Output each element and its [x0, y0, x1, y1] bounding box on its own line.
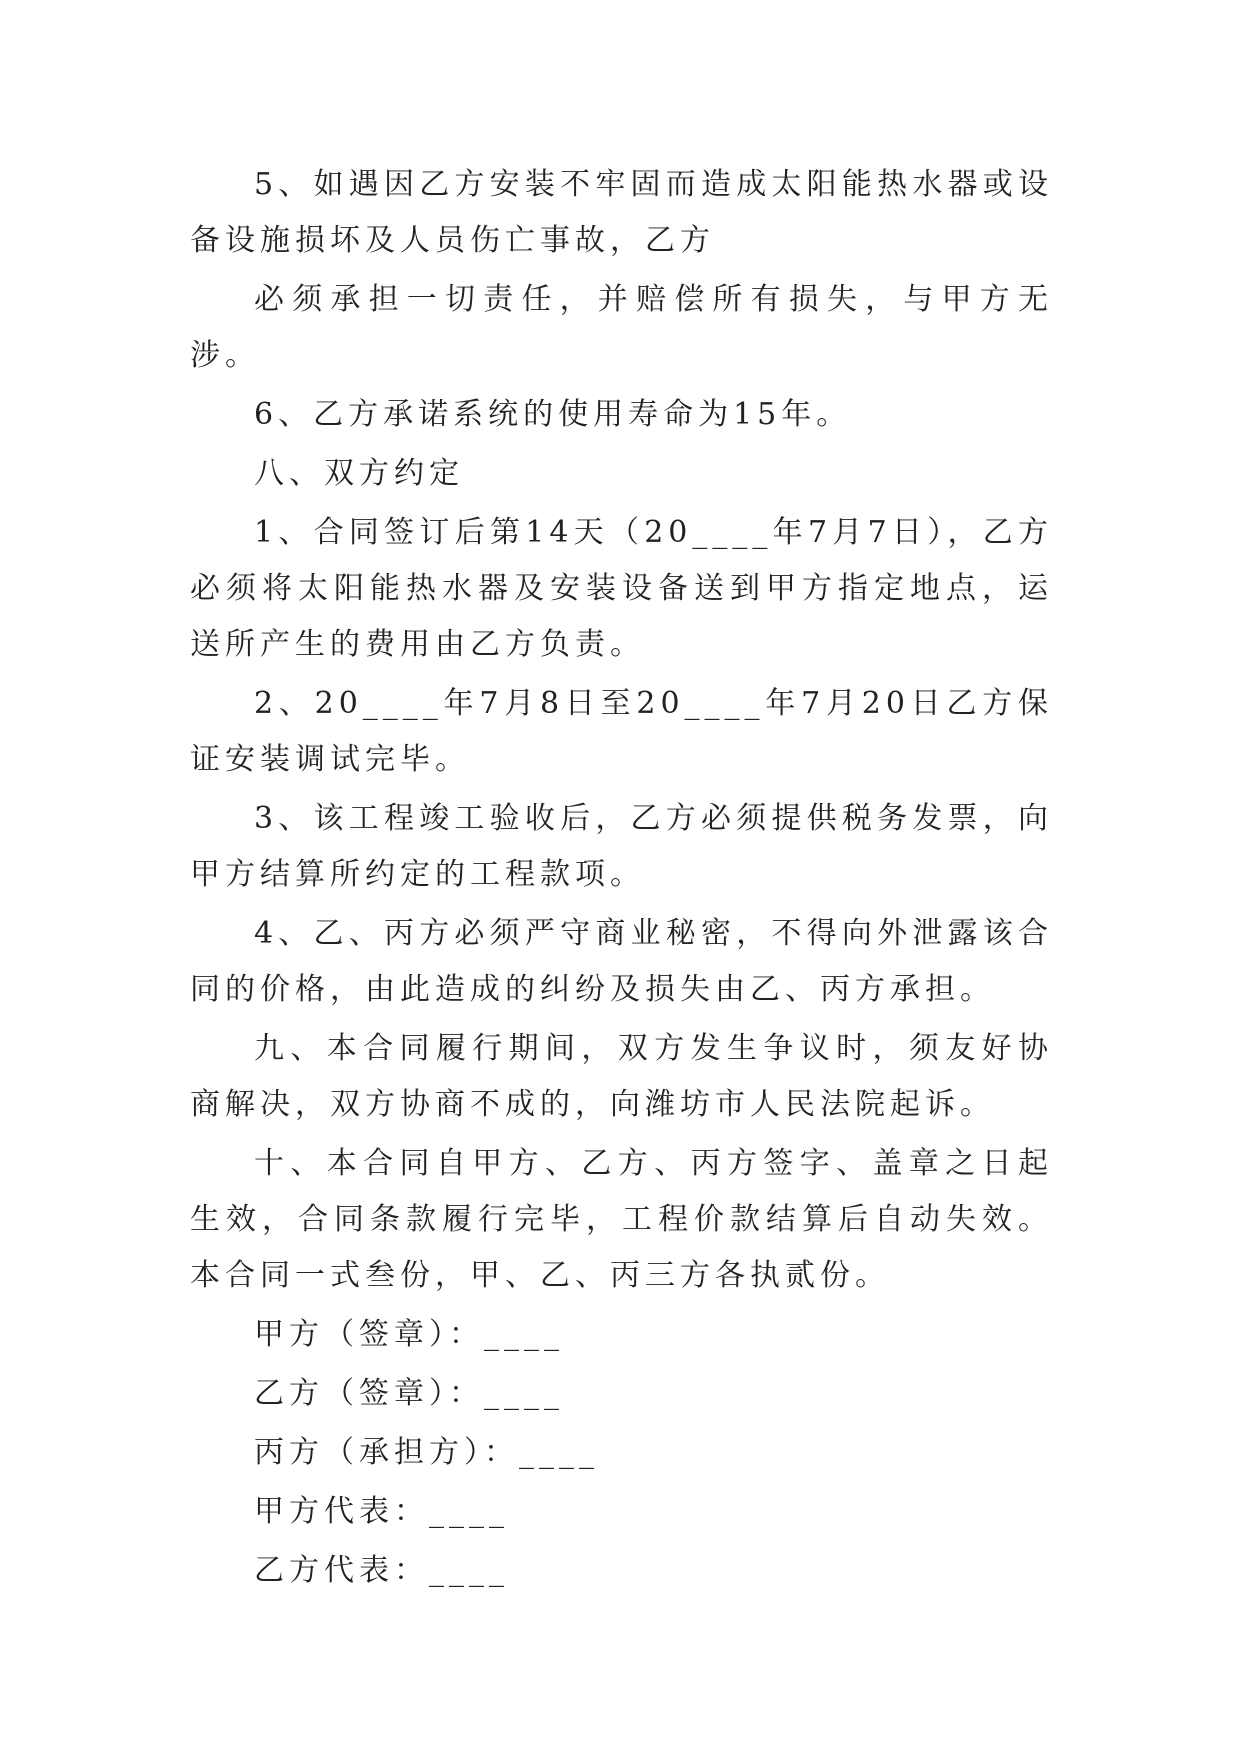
signature-party-a: 甲方（签章）：____ — [254, 1317, 564, 1352]
clause-7-6: 6、乙方承诺系统的使用寿命为15年。 — [254, 397, 852, 432]
clause-8-2: 2、20____年7月8日至20____年7月20日乙方保证安装调试完毕。 — [190, 686, 1053, 777]
signature-party-b: 乙方（签章）：____ — [254, 1376, 564, 1411]
representative-party-b: 乙方代表：____ — [254, 1553, 509, 1588]
clause-7-5-continued: 必须承担一切责任，并赔偿所有损失，与甲方无涉。 — [190, 282, 1053, 373]
section-8-heading: 八、双方约定 — [254, 456, 464, 491]
clause-7-5: 5、如遇因乙方安装不牢固而造成太阳能热水器或设备设施损坏及人员伤亡事故，乙方 — [190, 167, 1053, 258]
signature-party-c: 丙方（承担方）：____ — [254, 1435, 599, 1470]
section-10-clause: 十、本合同自甲方、乙方、丙方签字、盖章之日起生效，合同条款履行完毕，工程价款结算后自动失效。本合同一式叁份，甲、乙、丙三方各执贰份。 — [190, 1146, 1053, 1293]
clause-8-1: 1、合同签订后第14天（20____年7月7日），乙方必须将太阳能热水器及安装设备送到甲方指定地点，运送所产生的费用由乙方负责。 — [190, 515, 1053, 662]
clause-8-3: 3、该工程竣工验收后，乙方必须提供税务发票，向甲方结算所约定的工程款项。 — [190, 801, 1053, 892]
document-body — [190, 157, 1053, 1602]
section-9-clause: 九、本合同履行期间，双方发生争议时，须友好协商解决，双方协商不成的，向潍坊市人民法院起诉。 — [190, 1031, 1053, 1122]
clause-8-4: 4、乙、丙方必须严守商业秘密，不得向外泄露该合同的价格，由此造成的纠纷及损失由乙、丙方承担。 — [190, 916, 1053, 1007]
representative-party-a: 甲方代表：____ — [254, 1494, 509, 1529]
